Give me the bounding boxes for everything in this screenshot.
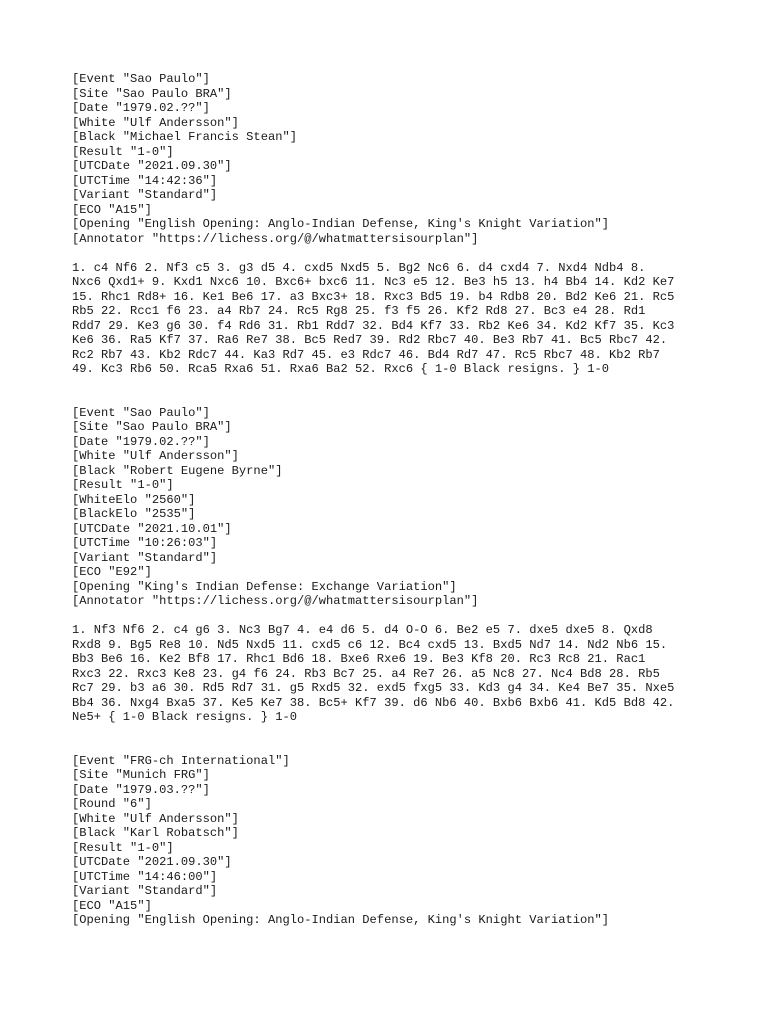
game-2-headers — [72, 406, 712, 609]
pgn-tag-black: [Black "Michael Francis Stean"] — [72, 130, 297, 144]
pgn-tag-utctime: [UTCTime "14:42:36"] — [72, 173, 218, 188]
movetext-line: Rxd8 9. Bg5 Re8 10. Nd5 Nxd5 11. cxd5 c6 12. Bc4 cxd5 13. Bxd5 Nd7 14. Nd2 Nb6 15. — [72, 637, 668, 652]
game-1-movetext — [72, 261, 712, 377]
pgn-tag-white: [White "Ulf Andersson"] — [72, 115, 239, 130]
pgn-tag-event: [Event "Sao Paulo"] — [72, 72, 210, 86]
movetext-line: 1. Nf3 Nf6 2. c4 g6 3. Nc3 Bg7 4. e4 d6 5. d4 O-O 6. Be2 e5 7. dxe5 dxe5 8. Qxd8 — [72, 623, 653, 637]
movetext-line: Bb3 Be6 16. Ke2 Bf8 17. Rhc1 Bd6 18. Bxe6 Rxe6 19. Be3 Kf8 20. Rc3 Rc8 21. Rac1 — [72, 652, 646, 666]
game-separator — [72, 725, 712, 754]
pgn-tag-date: [Date "1979.02.??"] — [72, 101, 210, 115]
pgn-tag-result: [Result "1-0"] — [72, 478, 174, 492]
movetext-line: Rdd7 29. Ke3 g6 30. f4 Rd6 31. Rb1 Rdd7 32. Bd4 Kf7 33. Rb2 Ke6 34. Kd2 Kf7 35. Kc3 — [72, 318, 675, 333]
pgn-tag-annotator: [Annotator "https://lichess.org/@/whatmattersisourplan"] — [72, 231, 479, 246]
movetext-line: 15. Rhc1 Rd8+ 16. Ke1 Be6 17. a3 Bxc3+ 18. Rxc3 Bd5 19. b4 Rdb8 20. Bd2 Ke6 21. Rc5 — [72, 289, 675, 304]
pgn-tag-result: [Result "1-0"] — [72, 144, 174, 159]
pgn-tag-variant: [Variant "Standard"] — [72, 188, 218, 202]
pgn-tag-utctime: [UTCTime "10:26:03"] — [72, 536, 218, 550]
pgn-tag-utctime: [UTCTime "14:46:00"] — [72, 869, 218, 884]
pgn-tag-whiteelo: [WhiteElo "2560"] — [72, 492, 196, 507]
pgn-tag-event: [Event "FRG-ch International"] — [72, 753, 290, 768]
pgn-tag-result: [Result "1-0"] — [72, 840, 174, 855]
pgn-tag-eco: [ECO "A15"] — [72, 202, 152, 217]
pgn-document — [72, 72, 712, 928]
pgn-tag-date: [Date "1979.02.??"] — [72, 434, 210, 449]
pgn-tag-opening: [Opening "English Opening: Anglo-Indian Defense, King's Knight Variation"] — [72, 217, 610, 231]
pgn-tag-utcdate: [UTCDate "2021.09.30"] — [72, 855, 232, 869]
game-1 — [72, 72, 712, 377]
pgn-tag-eco: [ECO "A15"] — [72, 898, 152, 913]
movetext-line: Rc7 29. b3 a6 30. Rd5 Rd7 31. g5 Rxd5 32. exd5 fxg5 33. Kd3 g4 34. Ke4 Be7 35. Nxe5 — [72, 681, 675, 695]
movetext-line: Rb5 22. Rcc1 f6 23. a4 Rb7 24. Rc5 Rg8 25. f3 f5 26. Kf2 Rd8 27. Bc3 e4 28. Rd1 — [72, 304, 646, 318]
game-2 — [72, 406, 712, 725]
game-separator — [72, 377, 712, 406]
pgn-tag-variant: [Variant "Standard"] — [72, 884, 218, 898]
game-3-headers — [72, 754, 712, 928]
game-3 — [72, 754, 712, 928]
movetext-line: Rc2 Rb7 43. Kb2 Rdc7 44. Ka3 Rd7 45. e3 Rdc7 46. Bd4 Rd7 47. Rc5 Rbc7 48. Kb2 Rb7 — [72, 347, 660, 362]
pgn-tag-opening: [Opening "English Opening: Anglo-Indian Defense, King's Knight Variation"] — [72, 913, 610, 927]
pgn-tag-white: [White "Ulf Andersson"] — [72, 449, 239, 463]
pgn-tag-annotator: [Annotator "https://lichess.org/@/whatmattersisourplan"] — [72, 594, 479, 608]
pgn-tag-variant: [Variant "Standard"] — [72, 550, 218, 565]
pgn-tag-utcdate: [UTCDate "2021.09.30"] — [72, 159, 232, 173]
movetext-line: Ne5+ { 1-0 Black resigns. } 1-0 — [72, 710, 297, 724]
pgn-tag-site: [Site "Sao Paulo BRA"] — [72, 420, 232, 434]
movetext-line: Ke6 36. Ra5 Kf7 37. Ra6 Re7 38. Bc5 Red7 39. Rd2 Rbc7 40. Be3 Rb7 41. Bc5 Rbc7 42. — [72, 333, 668, 347]
pgn-tag-event: [Event "Sao Paulo"] — [72, 405, 210, 420]
pgn-tag-blackelo: [BlackElo "2535"] — [72, 507, 196, 521]
movetext-line: 1. c4 Nf6 2. Nf3 c5 3. g3 d5 4. cxd5 Nxd5 5. Bg2 Nc6 6. d4 cxd4 7. Nxd4 Ndb4 8. — [72, 260, 646, 275]
pgn-tag-black: [Black "Robert Eugene Byrne"] — [72, 463, 283, 478]
movetext-line: Nxc6 Qxd1+ 9. Kxd1 Nxc6 10. Bxc6+ bxc6 11. Nc3 e5 12. Be3 h5 13. h4 Bb4 14. Kd2 Ke7 — [72, 275, 675, 289]
pgn-tag-opening: [Opening "King's Indian Defense: Exchange Variation"] — [72, 579, 457, 594]
movetext-line: 49. Kc3 Rb6 50. Rca5 Rxa6 51. Rxa6 Ba2 52. Rxc6 { 1-0 Black resigns. } 1-0 — [72, 362, 610, 376]
movetext-line: Bb4 36. Nxg4 Bxa5 37. Ke5 Ke7 38. Bc5+ Kf7 39. d6 Nb6 40. Bxb6 Bxb6 41. Kd5 Bd8 42. — [72, 695, 675, 710]
game-2-movetext — [72, 623, 712, 725]
pgn-tag-eco: [ECO "E92"] — [72, 565, 152, 579]
pgn-tag-utcdate: [UTCDate "2021.10.01"] — [72, 521, 232, 536]
game-1-headers — [72, 72, 712, 246]
pgn-tag-date: [Date "1979.03.??"] — [72, 782, 210, 797]
pgn-tag-site: [Site "Sao Paulo BRA"] — [72, 86, 232, 101]
pgn-tag-round: [Round "6"] — [72, 797, 152, 811]
movetext-line: Rxc3 22. Rxc3 Ke8 23. g4 f6 24. Rb3 Bc7 25. a4 Re7 26. a5 Nc8 27. Nc4 Bd8 28. Rb5 — [72, 666, 660, 681]
pgn-tag-black: [Black "Karl Robatsch"] — [72, 826, 239, 840]
pgn-tag-site: [Site "Munich FRG"] — [72, 768, 210, 782]
pgn-tag-white: [White "Ulf Andersson"] — [72, 811, 239, 826]
